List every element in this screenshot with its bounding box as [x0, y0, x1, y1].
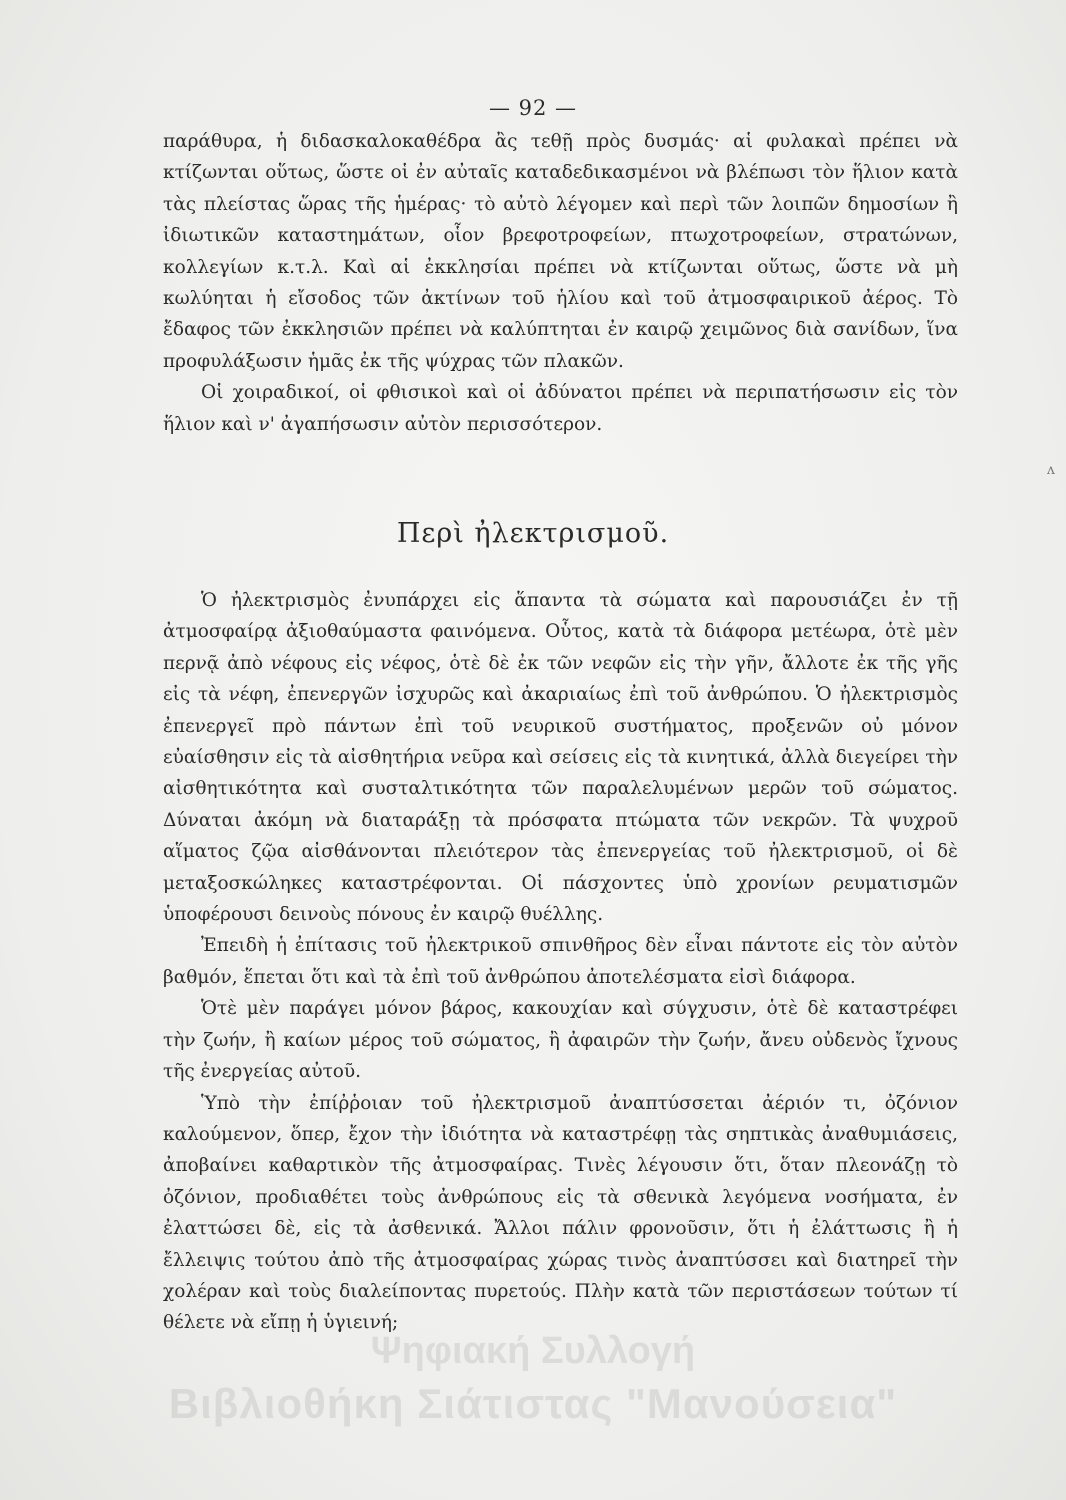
paragraph: παράθυρα, ἡ διδασκαλοκαθέδρα ἂς τεθῇ πρὸς δυσμάς· αἱ φυλακαὶ πρέπει νὰ κτίζωνται οὕτως, ὥστε οἱ ἐν αὐταῖς καταδεδικασμένοι νὰ βλέπωσι τὸν ἥλιον κατὰ τὰς πλείστας ὥρας τῆς ἡμέρας· τὸ αὐτὸ λέγομεν καὶ περὶ τῶν λοιπῶν δημοσίων ἢ ἰδιωτικῶν καταστημάτων, οἷον βρεφοτροφείων, πτωχοτροφείων, στρατώνων, κολλεγίων κ.τ.λ. Καὶ αἱ ἐκκλησίαι πρέπει νὰ κτίζωνται οὕτως, ὥστε νὰ μὴ κωλύηται ἡ εἴσοδος τῶν ἀκτίνων τοῦ ἡλίου καὶ τοῦ ἀτμοσφαιρικοῦ ἀέρος. Τὸ ἔδαφος τῶν ἐκκλησιῶν πρέπει νὰ καλύπτηται ἐν καιρῷ χειμῶνος διὰ σανίδων, ἵνα προφυλάξωσιν ἡμᾶς ἐκ τῆς ψύχρας τῶν πλακῶν. — [163, 131, 958, 372]
text-block-bottom — [163, 585, 958, 1339]
text-block-top — [163, 126, 958, 440]
paragraph: Ὁτὲ μὲν παράγει μόνον βάρος, κακουχίαν καὶ σύγχυσιν, ὁτὲ δὲ καταστρέφει τὴν ζωήν, ἢ καίων μέρος τοῦ σώματος, ἢ ἀφαιρῶν τὴν ζωήν, ἄνευ οὐδενὸς ἴχνους τῆς ἐνεργείας αὐτοῦ. — [163, 998, 958, 1083]
paragraph: Ἐπειδὴ ἡ ἐπίτασις τοῦ ἠλεκτρικοῦ σπινθῆρος δὲν εἶναι πάντοτε εἰς τὸν αὐτὸν βαθμόν, ἕπεται ὅτι καὶ τὰ ἐπὶ τοῦ ἀνθρώπου ἀποτελέσματα εἰσὶ διάφορα. — [163, 935, 958, 988]
paragraph: Οἱ χοιραδικοί, οἱ φθισικοὶ καὶ οἱ ἀδύνατοι πρέπει νὰ περιπατήσωσιν εἰς τὸν ἥλιον καὶ ν' ἀγαπήσωσιν αὐτὸν περισσότερον. — [163, 382, 958, 435]
watermark-line-1: Ψηφιακή Συλλογή — [370, 1330, 696, 1372]
watermark-line-2: Βιβλιοθήκη Σιάτιστας "Μανούσεια" — [168, 1380, 898, 1427]
margin-mark: ʌ — [1047, 462, 1055, 478]
page-number: — 92 — — [488, 96, 578, 120]
paragraph: Ὁ ἠλεκτρισμὸς ἐνυπάρχει εἰς ἅπαντα τὰ σώματα καὶ παρουσιάζει ἐν τῇ ἀτμοσφαίρᾳ ἀξιοθαύμαστα φαινόμενα. Οὗτος, κατὰ τὰ διάφορα μετέωρα, ὁτὲ μὲν περνᾷ ἀπὸ νέφους εἰς νέφος, ὁτὲ δὲ ἐκ τῶν νεφῶν εἰς τὴν γῆν, ἄλλοτε ἐκ τῆς γῆς εἰς τὰ νέφη, ἐπενεργῶν ἰσχυρῶς καὶ ἀκαριαίως ἐπὶ τοῦ ἀνθρώπου. Ὁ ἠλεκτρισμὸς ἐπενεργεῖ πρὸ πάντων ἐπὶ τοῦ νευρικοῦ συστήματος, προξενῶν οὐ μόνον εὐαίσθησιν εἰς τὰ αἰσθητήρια νεῦρα καὶ σείσεις εἰς τὰ κινητικά, ἀλλὰ διεγείρει τὴν αἰσθητικότητα καὶ συσταλτικότητα τῶν παραλελυμένων μερῶν τοῦ σώματος. Δύναται ἀκόμη νὰ διαταράξῃ τὰ πρόσφατα πτώματα τῶν νεκρῶν. Τὰ ψυχροῦ αἵματος ζῷα αἰσθάνονται πλειότερον τὰς ἐπενεργείας τοῦ ἠλεκτρισμοῦ, οἱ δὲ μεταξοσκώληκες καταστρέφονται. Οἱ πάσχοντες ὑπὸ χρονίων ρευματισμῶν ὑποφέρουσι δεινοὺς πόνους ἐν καιρῷ θυέλλης. — [163, 590, 958, 926]
paragraph: Ὑπὸ τὴν ἐπίῤῥοιαν τοῦ ἠλεκτρισμοῦ ἀναπτύσσεται ἀέριόν τι, ὀζόνιον καλούμενον, ὅπερ, ἔχον τὴν ἰδιότητα νὰ καταστρέφῃ τὰς σηπτικὰς ἀναθυμιάσεις, ἀποβαίνει καθαρτικὸν τῆς ἀτμοσφαίρας. Τινὲς λέγουσιν ὅτι, ὅταν πλεονάζῃ τὸ ὀζόνιον, προδιαθέτει τοὺς ἀνθρώπους εἰς τὰ σθενικὰ λεγόμενα νοσήματα, ἐν ἐλαττώσει δὲ, εἰς τὰ ἀσθενικά. Ἄλλοι πάλιν φρονοῦσιν, ὅτι ἡ ἐλάττωσις ἢ ἡ ἔλλειψις τούτου ἀπὸ τῆς ἀτμοσφαίρας χώρας τινὸς ἀναπτύσσει καὶ διατηρεῖ τὴν χολέραν καὶ τοὺς διαλείποντας πυρετούς. Πλὴν κατὰ τῶν περιστάσεων τούτων τί θέλετε νὰ εἴπῃ ἡ ὑγιεινή; — [163, 1092, 958, 1334]
section-heading: Περὶ ἠλεκτρισμοῦ. — [396, 518, 670, 549]
